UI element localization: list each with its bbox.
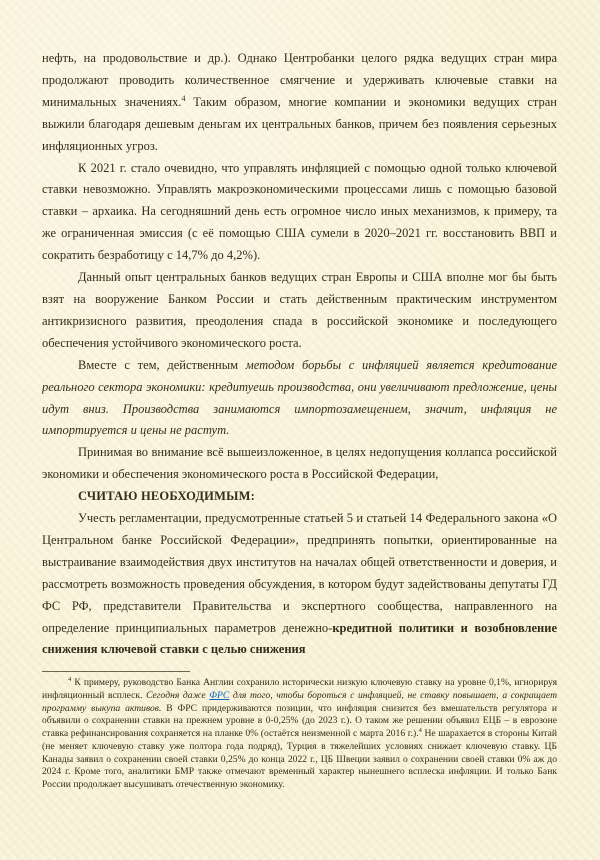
footnote-reference-4: 4 <box>181 93 186 103</box>
footnote-text-run: Не шарахается в стороны Китай (не меняет ключевую ставку уже полтора года подряд), Турция в тяжелейших условиях снижает ключевую ставку. ЦБ Канады заявил о сохранении своей ставки 0,25% до конца 2022 г., ЦБ Швеции заявил о сохранении своей ставки 0% аж до 2024 г. Кроме того, аналитики БМР также отмечают временный характер нынешнего всплеска инфляции. И только Банк России продолжает высушивать отечественную экономику. <box>42 728 557 790</box>
text-run: нефть, на продовольствие и др.). Однако Центробанки целого рядка ведущих стран мира продолжают проводить количественное смягчение и удерживать ключевые ставки на минимальных значениях. <box>42 51 557 109</box>
italic-text-run: методом борьбы с инфляцией является кредитование реального сектора экономики: кредитуешь производства, они увеличивают предложение, цены идут вниз. Производства занимаются импортозамещением, значит, инфляция не импортируется и цены не растут. <box>42 357 557 438</box>
heading-text: СЧИТАЮ НЕОБХОДИМЫМ: <box>78 489 255 504</box>
paragraph-crediting-real-sector <box>42 355 557 443</box>
footnote-text-run: К примеру, руководство Банка Англии сохранило исторически низкую ключевую ставку на уровне 0,1%, игнорируя инфляционный всплеск. <box>42 677 557 702</box>
paragraph-oil-central-banks <box>42 48 557 158</box>
bold-text-run: кредитной политики и возобновление снижения ключевой ставки с целью снижения <box>42 620 557 657</box>
text-run: Вместе с тем, действенным <box>78 357 246 372</box>
paragraph-taking-into-account <box>42 442 557 486</box>
footnote-inner-reference-4: 4 <box>418 727 422 734</box>
footnote-number: 4 <box>68 676 72 684</box>
footnote-text-run: В ФРС придерживаются позиции, что инфляция снизится без вмешательств регулятора и объявили о сохранении ставки на прежнем уровне в 0-0,25% (до 2023 г.). О таком же решении объявил ЕЦБ – в еврозоне ставка рефинансирования сохраняется на планке 0% (остаётся неизменной с марта 2016 г.). <box>42 702 557 740</box>
footnote-separator-line <box>42 671 190 672</box>
paragraph-bank-of-russia-experience <box>42 267 557 355</box>
text-run: К 2021 г. стало очевидно, что управлять инфляцией с помощью одной только ключевой ставки невозможно. Управлять макроэкономическими процессами лишь с помощью базовой ставки – архаика. На сегодняшний день есть огромное число иных механизмов, к примеру, та же ограниченная эмиссия (с её помощью США сумели в 2020–2021 гг. восстановить ВВП и сократить безработицу с 14,7% до 4,2%). <box>42 160 557 263</box>
text-run: Таким образом, многие компании и экономики ведущих стран выжили благодаря дешевым деньгам их центральных банков, причем без появления серьезных инфляционных угроз. <box>42 94 557 153</box>
paragraph-regulations-proposal <box>42 508 557 661</box>
frs-link[interactable]: ФРС <box>209 690 230 702</box>
footnote-4 <box>42 677 557 791</box>
text-run: Учесть регламентации, предусмотренные статьей 5 и статьей 14 Федерального закона «О Центральном банке Российской Федерации», предпринять попытки, ориентированные на выстраивание взаимодействия двух институтов на началах общей ответственности и доверия, и рассмотреть возможность проведения обсуждения, в котором будут задействованы депутаты ГД ФС РФ, представители Правительства и экспертного сообщества, направленного на определение принципиальных параметров денежно- <box>42 511 557 635</box>
document-body <box>42 48 557 661</box>
footnote-italic-run: Сегодня даже <box>146 690 210 702</box>
section-heading-consider-necessary <box>42 486 557 508</box>
footnote-italic-run: для того, чтобы бороться с инфляцией, не ставку повышает, а сокращает программу выкупа активов. <box>42 690 557 714</box>
footnote-area <box>42 671 557 791</box>
paragraph-2021-inflation <box>42 158 557 268</box>
text-run: Принимая во внимание всё вышеизложенное, в целях недопущения коллапса российской экономики и обеспечения экономического роста в Российской Федерации, <box>42 445 557 482</box>
text-run: Данный опыт центральных банков ведущих стран Европы и США вполне мог бы быть взят на вооружение Банком России и стать действенным практическим инструментом антикризисного развития, преодоления спада в российской экономике и последующего обеспечения устойчивого экономического роста. <box>42 270 557 350</box>
